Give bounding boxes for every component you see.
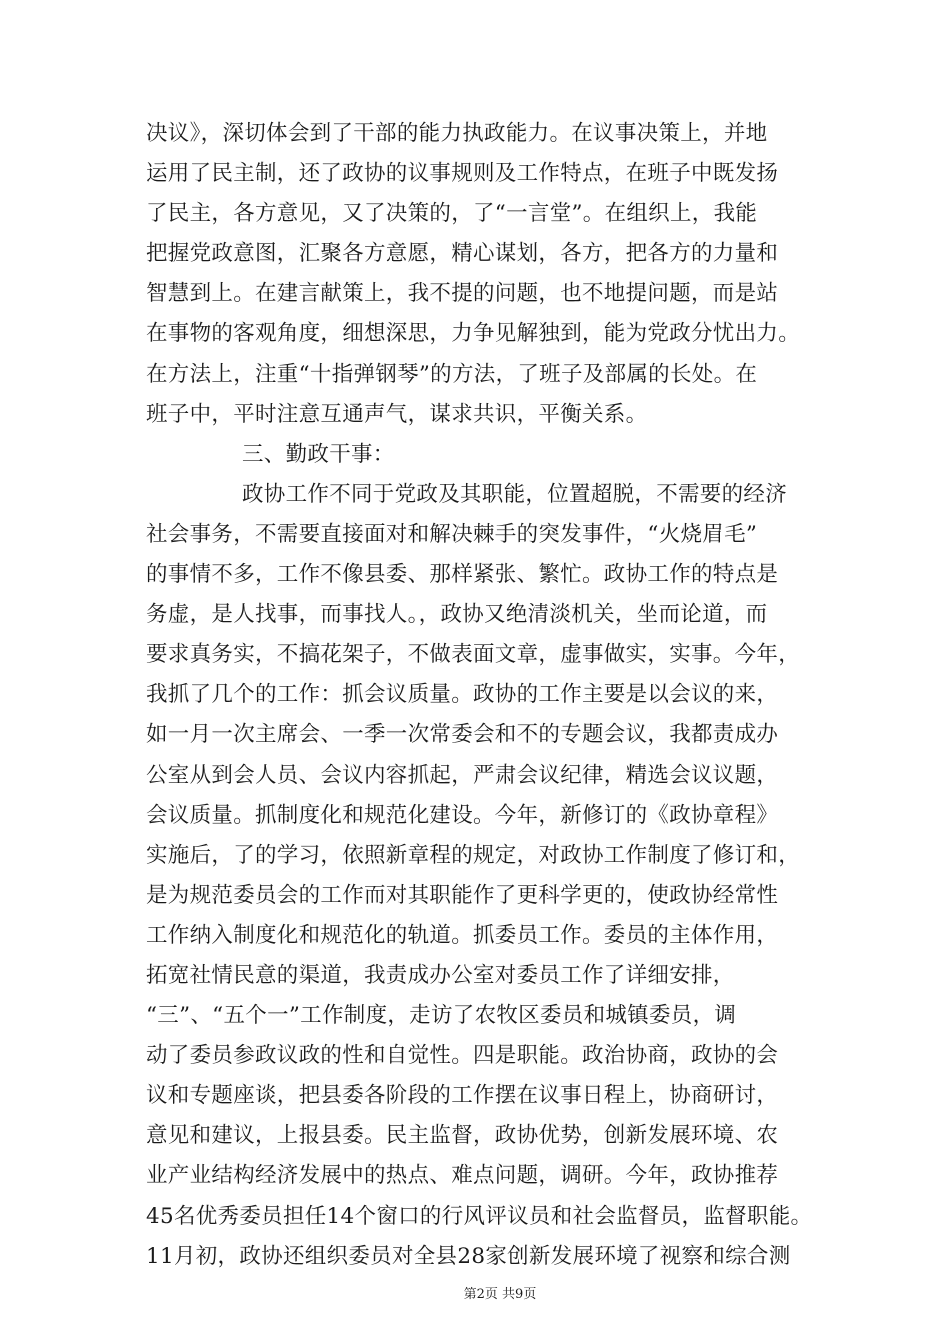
text-line: 动了委员参政议政的性和自觉性。四是职能。政治协商，政协的会	[146, 1043, 779, 1069]
text-line: 智慧到上。在建言献策上，我不提的问题，也不地提问题，而是站	[146, 281, 779, 307]
text-line: 45名优秀委员担任14个窗口的行风评议员和社会监督员，监督职能。	[146, 1203, 813, 1229]
text-line: 实施后，了的学习，依照新章程的规定，对政协工作制度了修订和，	[146, 842, 801, 868]
text-line: 运用了民主制，还了政协的议事规则及工作特点，在班子中既发扬	[146, 161, 779, 187]
text-line: 要求真务实，不搞花架子，不做表面文章，虚事做实，实事。今年，	[146, 642, 801, 668]
text-line: 议和专题座谈，把县委各阶段的工作摆在议事日程上，协商研讨，	[146, 1083, 779, 1109]
text-line: 如一月一次主席会、一季一次常委会和不的专题会议，我都责成办	[146, 722, 779, 748]
text-line: 意见和建议，上报县委。民主监督，政协优势，创新发展环境、农	[146, 1123, 779, 1149]
text-line: 把握党政意图，汇聚各方意愿，精心谋划，各方，把各方的力量和	[146, 241, 779, 267]
text-line: 是为规范委员会的工作而对其职能作了更科学更的，使政协经常性	[146, 882, 779, 908]
text-line: 11月初，政协还组织委员对全县28家创新发展环境了视察和综合测	[146, 1243, 791, 1269]
text-line: 我抓了几个的工作：抓会议质量。政协的工作主要是以会议的来，	[146, 682, 779, 708]
text-line: 务虚，是人找事，而事找人。，政协又绝清淡机关，坐而论道，而	[146, 602, 768, 628]
text-line: 社会事务，不需要直接面对和解决棘手的突发事件，“火烧眉毛”	[146, 521, 758, 547]
text-line: 业产业结构经济发展中的热点、难点问题，调研。今年，政协推荐	[146, 1163, 779, 1189]
text-line: 在方法上，注重“十指弹钢琴”的方法，了班子及部属的长处。在	[146, 361, 758, 387]
section-heading: 三、勤政干事：	[242, 441, 395, 467]
text-line: 决议》，深切体会到了干部的能力执政能力。在议事决策上，并地	[146, 121, 768, 146]
text-line: 在事物的客观角度，细想深思，力争见解独到，能为党政分忧出力。	[146, 321, 801, 347]
document-body	[146, 114, 826, 1277]
text-line: 了民主，各方意见，又了决策的，了“一言堂”。在组织上，我能	[146, 201, 758, 227]
paragraph-first-line: 政协工作不同于党政及其职能，位置超脱，不需要的经济	[242, 481, 788, 507]
text-line: 班子中，平时注意互通声气，谋求共识，平衡关系。	[146, 401, 648, 427]
text-line: “三”、“五个一”工作制度，走访了农牧区委员和城镇委员，调	[146, 1003, 737, 1029]
text-line: 拓宽社情民意的渠道，我责成办公室对委员工作了详细安排，	[146, 962, 735, 988]
text-line: 公室从到会人员、会议内容抓起，严肃会议纪律，精选会议议题，	[146, 762, 779, 788]
page-number-footer: 第2页 共9页	[463, 1287, 537, 1302]
text-line: 工作纳入制度化和规范化的轨道。抓委员工作。委员的主体作用，	[146, 922, 779, 948]
text-line: 的事情不多，工作不像县委、那样紧张、繁忙。政协工作的特点是	[146, 562, 779, 588]
text-line: 会议质量。抓制度化和规范化建设。今年，新修订的《政协章程》	[146, 802, 779, 828]
